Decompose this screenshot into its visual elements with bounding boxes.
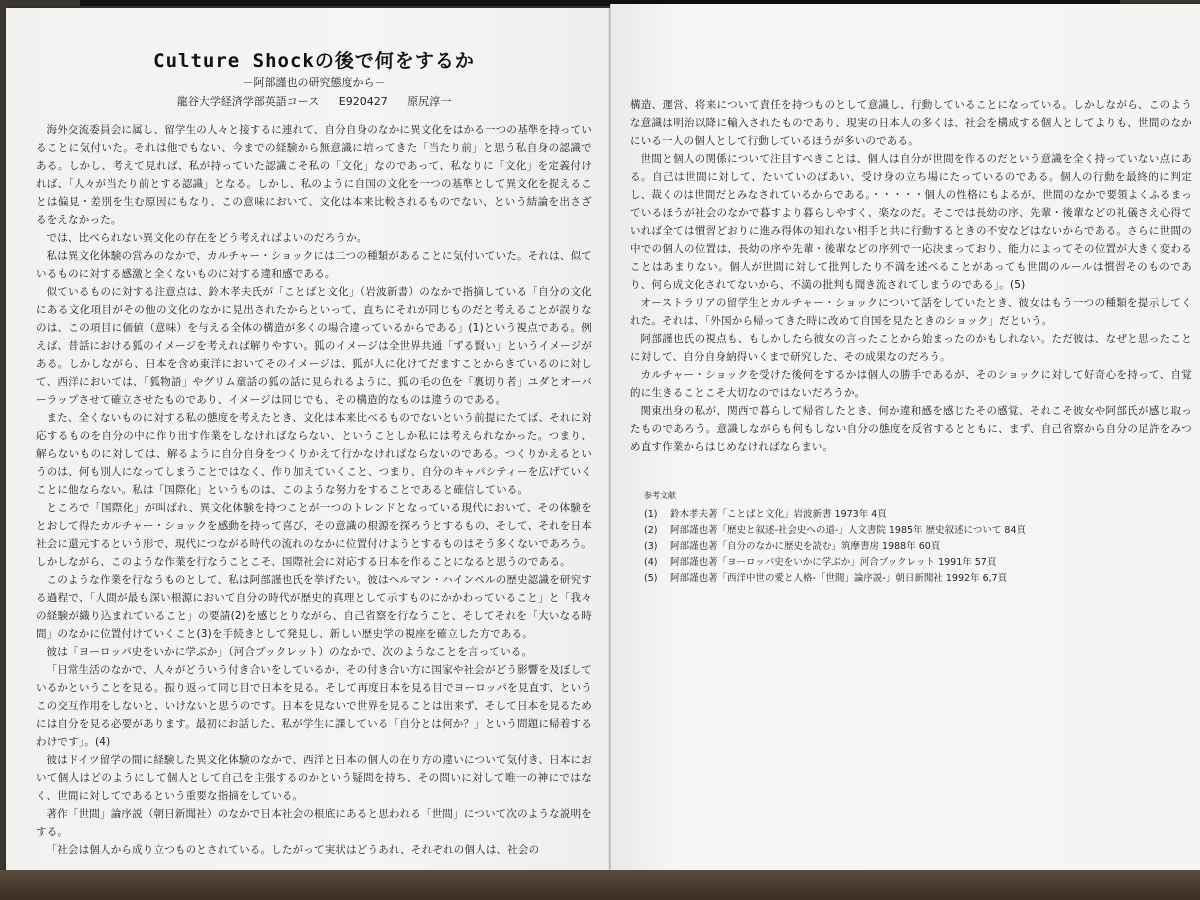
reference-number: (3)	[644, 541, 658, 552]
references-heading: 参考文献	[644, 491, 676, 500]
reference-item	[644, 539, 1192, 555]
body-paragraph: また、全くないものに対する私の態度を考えたとき、文化は本来比べるものでないという前提にたてば、それに対応するものを自分の中に作り出す作業をしなければならない、ということしか私には考えられなかった。つまり、解らないものに対しては、解るように自分自身をつくりかえて行かなければならないのである。つくりかえるというのは、何も別人になってしまうことではなく、作り加えていくこと、つまり、自分のキャパシティーを広げていくことに他ならない。私は「国際化」というものは、このような努力をすることであると確信している。	[36, 412, 592, 496]
left-page	[6, 8, 612, 878]
reference-text: 阿部謹也著「歴史と叙述-社会史への道-」人文書院 1985年 歴史叙述について 84頁	[670, 525, 1026, 536]
body-paragraph: 彼は「ヨーロッパ史をいかに学ぶか」（河合ブックレット）のなかで、次のようなことを言っている。	[46, 646, 533, 658]
page-fold	[609, 4, 611, 874]
reference-text: 鈴木孝夫著「ことばと文化」岩波新書 1973年 4頁	[670, 509, 887, 520]
student-id: E920427	[338, 95, 388, 108]
reference-item	[644, 555, 1192, 571]
table-surface	[0, 870, 1200, 900]
article-subtitle: －阿部謹也の研究態度から－	[242, 76, 386, 89]
body-paragraph: ところで「国際化」が叫ばれ、異文化体験を持つことが一つのトレンドとなっている現代において、その体験をとおして得たカルチャー・ショックを感動を持って喜び、その意識の根源を探ろうとするもの、そして、それを日本社会に還元するという形で、現代につながる時代の流れのなかに位置付けようとするものはそう多くないであろう。しかしながら、このような作業を行なうことこそ、国際社会に対応する日本を作ることになると思うのである。	[36, 502, 592, 568]
right-page	[610, 4, 1200, 870]
article-title: Culture Shockの後で何をするか	[153, 50, 475, 72]
quote-paragraph: 「社会は個人から成り立つものとされている。したがって実状はどうあれ、それぞれの個人は、社会の	[46, 844, 540, 856]
author-affiliation: 龍谷大学経済学部英語コース	[176, 95, 320, 108]
body-paragraph: 阿部謹也氏の視点も、もしかしたら彼女の言ったことから始まったのかもしれない。ただ彼は、なぜと思ったことに対して、自分自身納得いくまで研究した、その成果なのだろう。	[630, 333, 1192, 363]
quote-paragraph: 世間と個人の関係について注目すべきことは、個人は自分が世間を作るのだという意識を全く持っていない点にある。自己は世間に対して、たいていのばあい、受け身の立ち場にたっているのである。個人の行動を最終的に判定し、裁くのは世間だとみなされているからである。・・・・・個人の性格にもよるが、世間のなかで要領よくふるまっているほうが社会のなかで暮すより暮らしやすく、楽なのだ。そこでは長幼の序、先輩・後輩などの礼儀さえ心得ていれば全ては慣習どおりに進み得体の知れない相手と共に行動するときの不安などはないからである。さらに世間の中での個人の位置は、長幼の序や先輩・後輩などの序列で一応決まっており、能力によってその位置が大きく変わることはあまりない。個人が世間に対して批判したり不満を述べることがあっても世間のルールは慣習そのものであり、何ら成文化されてないから、不満の批判も聞き流されてしまうのである」。(5)	[630, 153, 1192, 291]
reference-number: (2)	[644, 525, 658, 536]
reference-text: 阿部謹也著「ヨーロッパ史をいかに学ぶか」河合ブックレット 1991年 57頁	[670, 557, 997, 568]
body-paragraph: では、比べられない異文化の存在をどう考えればよいのだろうか。	[46, 232, 368, 244]
author-line	[36, 93, 592, 109]
body-paragraph: 関東出身の私が、関西で暮らして帰省したとき、何か違和感を感じたその感覚、それこそ彼女や阿部氏が感じ取ったものであろう。意識しながらも何もしない自分の態度を反省するとともに、まず、自己省察から自分の足許をみつめ直す作業からはじめなければならまい。	[630, 405, 1192, 453]
quote-paragraph: 「日常生活のなかで、人々がどういう付き合いをしているか、その付き合い方に国家や社会がどう影響を及ぼしているかということを見る。振り返って同じ目で日本を見る。そして再度日本を見る目でヨーロッパを見直す、というこの交互作用をしないと、いけないと思うのです。日本を見ないで世界を見ることは出来ず、そして日本を見るためには自分を見る必要があります。最初にお話した、私が学生に課している「自分とは何か？」という問題に帰着するわけです」。(4)	[36, 664, 592, 748]
reference-number: (5)	[644, 573, 658, 584]
body-paragraph: 私は異文化体験の営みのなかで、カルチャー・ショックには二つの種類があることに気付いていた。それは、似ているものに対する感激と全くないものに対する違和感である。	[36, 250, 592, 280]
body-paragraph: カルチャー・ショックを受けた後何をするかは個人の勝手であるが、そのショックに対して好奇心を持って、自覚的に生きることこそ大切なのではないだろうか。	[630, 369, 1192, 399]
reference-text: 阿部謹也著「西洋中世の愛と人格-「世間」論序説-」朝日新聞社 1992年 6,7頁	[670, 573, 1008, 584]
quote-continuation: 構造、運営、将来について責任を持つものとして意識し、行動していることになっている。しかしながら、このような意識は明治以降に輸入されたものであり、現実の日本人の多くは、社会を構成する個人としてよりも、世間のなかにいる一人の個人として行動しているほうが多いのである。	[630, 99, 1192, 147]
author-name: 原尻淳一	[407, 95, 452, 108]
references-section	[644, 490, 1192, 587]
body-paragraph: このような作業を行なうものとして、私は阿部謹也氏を挙げたい。彼はヘルマン・ハインペルの歴史認識を研究する過程で、「人間が最も深い根源において自分の時代が歴史的真理として示すものにかかわっていること」と「我々の経験が織り込まれていること」の要請(2)を感じとりながら、自己省察を行なうこと、そしてそれを「大いなる時間」のなかに位置付けていくこと(3)を手続きとして発見し、新しい歴史学の視座を確立した方である。	[36, 574, 592, 640]
body-paragraph: 彼はドイツ留学の間に経験した異文化体験のなかで、西洋と日本の個人の在り方の違いについて気付き、日本において個人はどのようにして個人として自己を主張するのかという疑問を持ち、その問いに対して唯一の神にではなく、世間に対してであるという重要な指摘をしている。	[36, 754, 592, 802]
reference-text: 阿部謹也著「自分のなかに歴史を読む」筑摩書房 1988年 60頁	[670, 541, 941, 552]
reference-item	[644, 507, 1192, 523]
reference-item	[644, 571, 1192, 587]
body-paragraph: 海外交流委員会に属し、留学生の人々と接するに連れて、自分自身のなかに異文化をはかる一つの基準を持っていることに気付いた。それは他でもない、今までの経験から無意識に培ってきた「当たり前」と思う私自身の認識である。しかし、考えて見れば、私が持っていた認識こそ私の「文化」なのであって、私なりに「文化」を定義付ければ、「人々が当たり前とする認識」となる。しかし、私のように自国の文化を一つの基準として異文化を捉えることは偏見・差別を生む原因にもなり、この意味において、文化は本来比較されるものでない、という結論を出さざるをえなかった。	[36, 124, 592, 226]
reference-number: (4)	[644, 557, 658, 568]
body-paragraph: オーストラリアの留学生とカルチャー・ショックについて話をしていたとき、彼女はもう一つの種類を提示してくれた。それは、「外国から帰ってきた時に改めて自国を見たときのショック」だという。	[630, 297, 1192, 327]
body-paragraph: 著作「世間」論序説（朝日新聞社）のなかで日本社会の根底にあると思われる「世間」について次のような説明をする。	[36, 808, 592, 838]
reference-item	[644, 523, 1192, 539]
body-paragraph: 似ているものに対する注意点は、鈴木孝夫氏が「ことばと文化」（岩波新書）のなかで指摘している「自分の文化にある文化項目がその他の文化のなかに見出されたからといって、直ちにそれが同じものだと考えることが誤りなのは、この項目に価値（意味）を与える全体の構造が多くの場合違っているからである」(1)という視点である。例えば、昔話における狐のイメージを考えれば解りやすい。狐のイメージは全世界共通「ずる賢い」というイメージがある。しかしながら、日本を含め東洋においてそのイメージは、狐が人に化けてだますことからきているのに対して、西洋においては、「狐物語」やグリム童話の狐の話に見られるように、狐の毛の色を「裏切り者」ユダとオーバーラップさせて確立させたものであり、イメージは同じでも、その構造的なものは違うのである。	[36, 286, 592, 406]
reference-number: (1)	[644, 509, 658, 520]
